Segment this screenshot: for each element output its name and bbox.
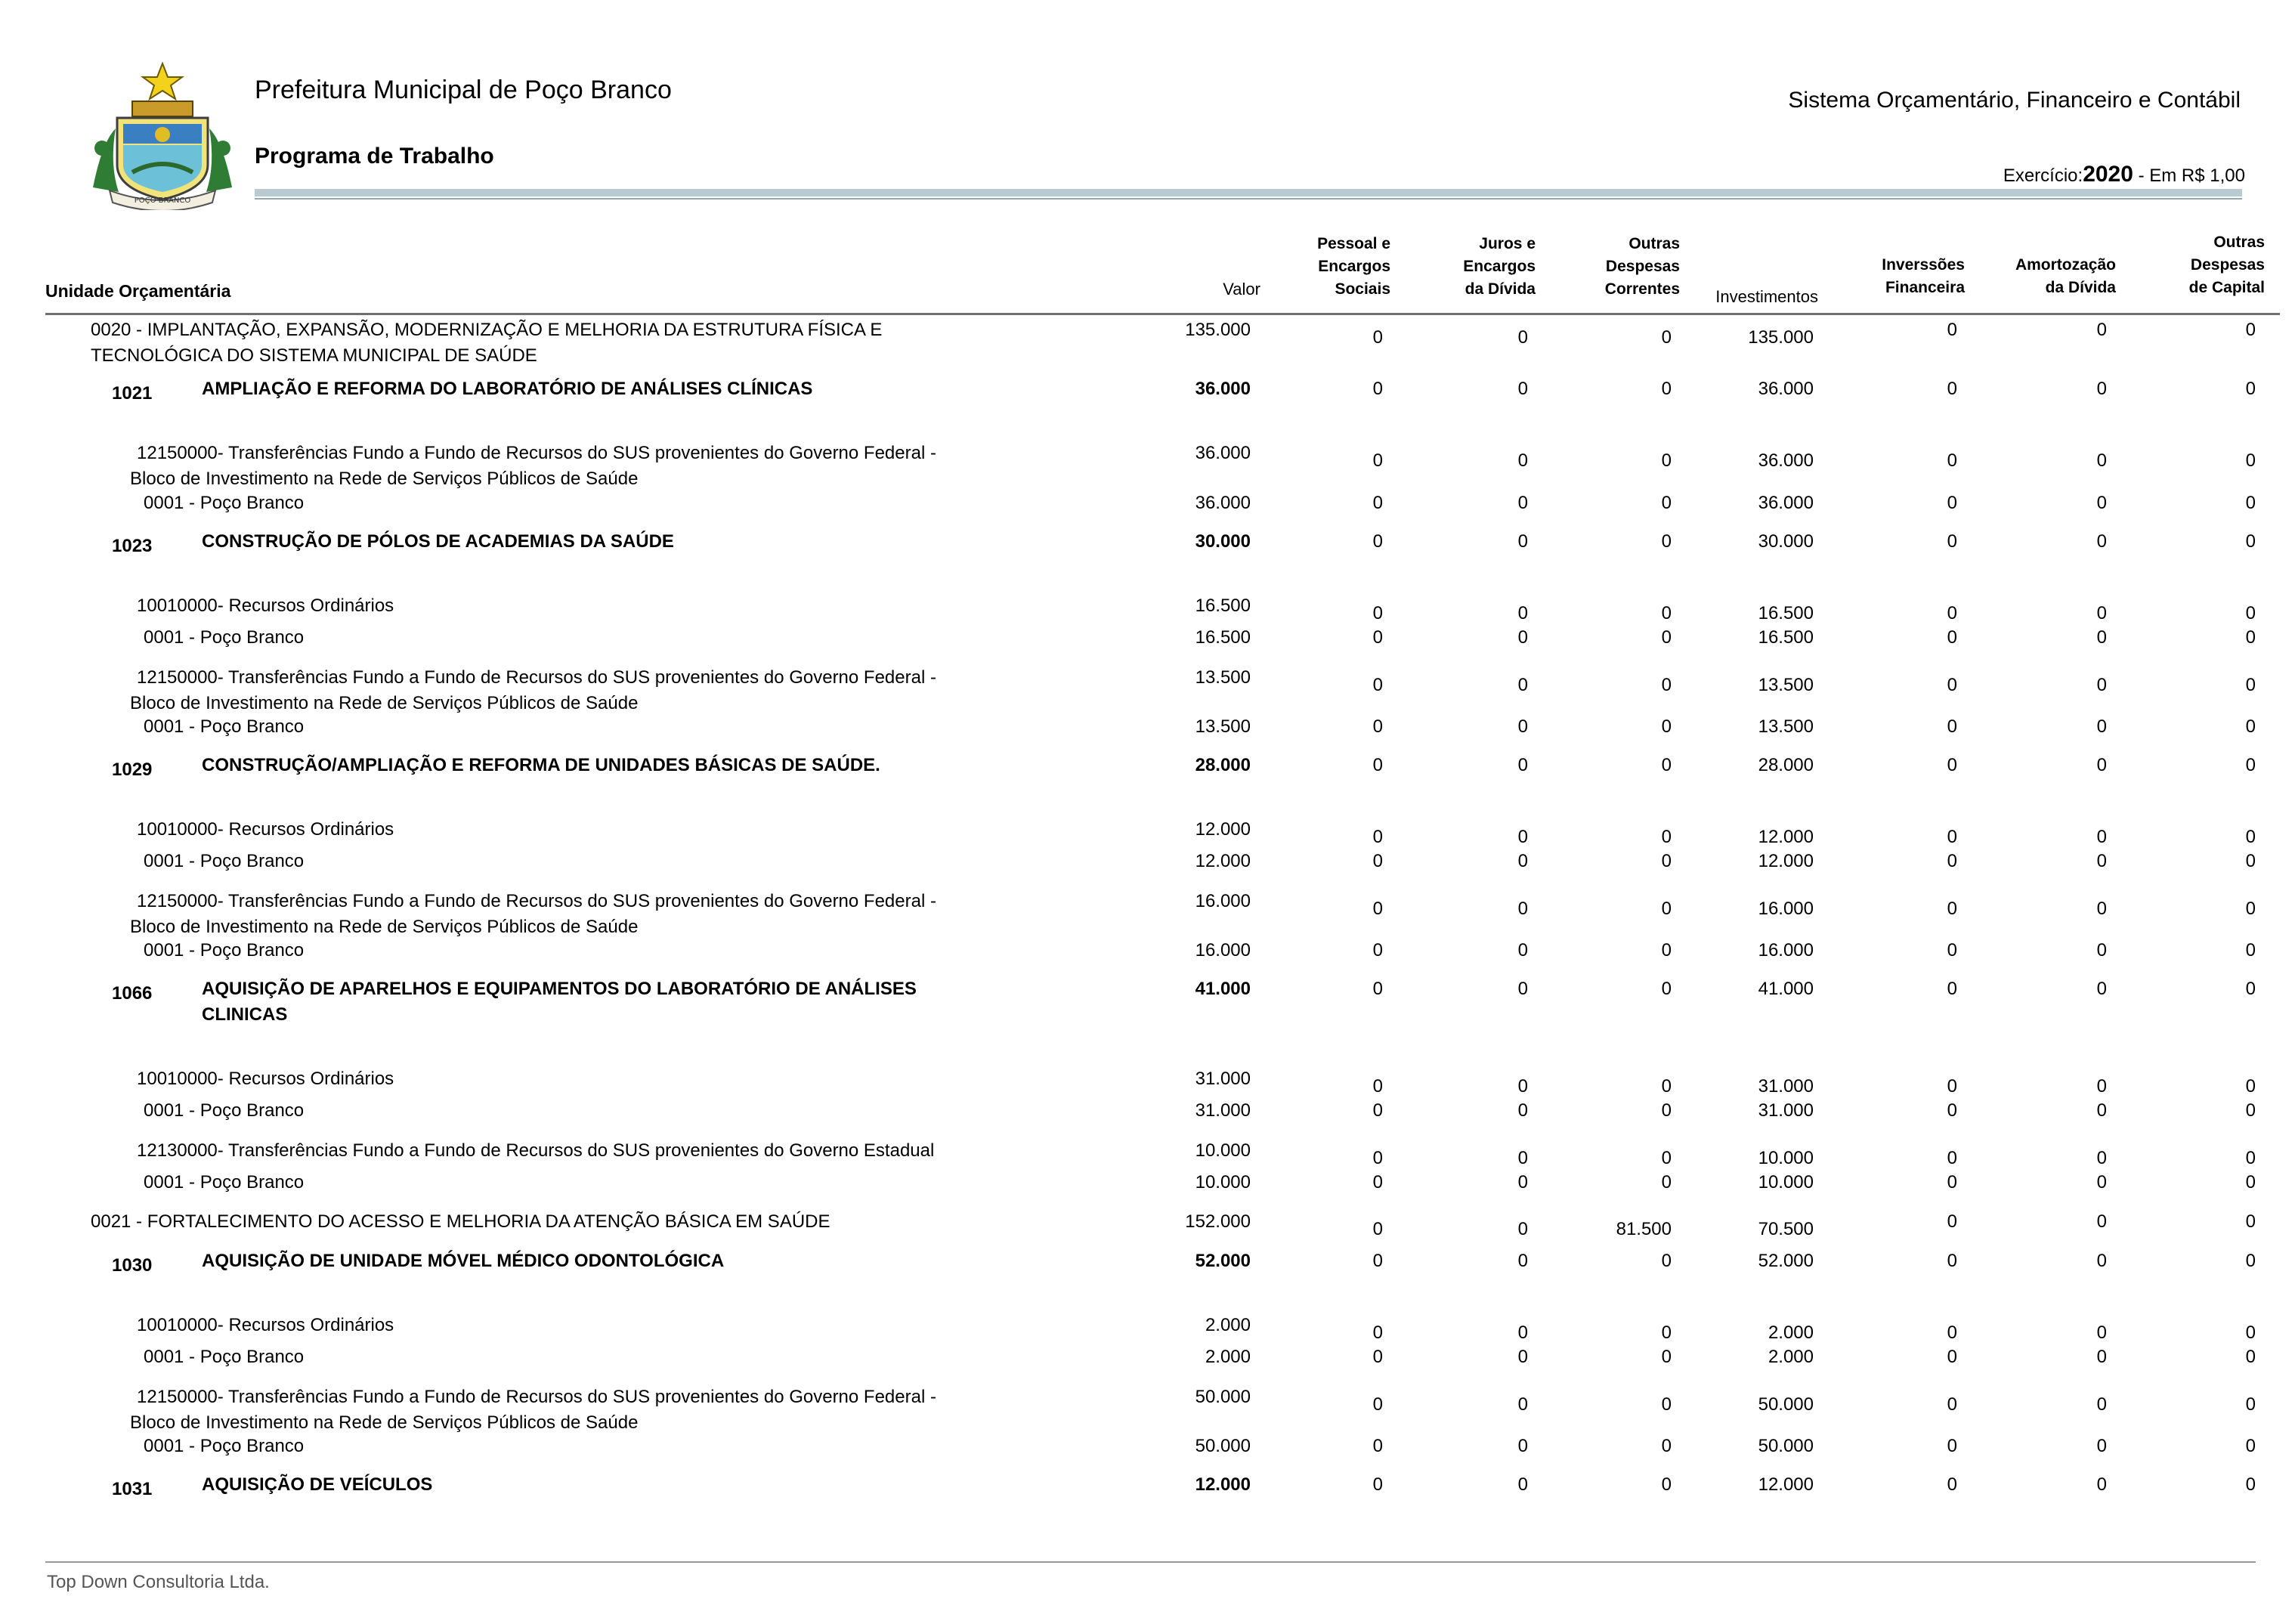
- cell-value: 0: [1517, 979, 1528, 999]
- cell-value: 0: [1372, 851, 1383, 871]
- cell-value: 0: [1947, 450, 1957, 471]
- cell-value: 13.500: [1195, 667, 1251, 688]
- cell-value: 31.000: [1758, 1100, 1814, 1121]
- cell-value: 0: [1661, 827, 1672, 847]
- cell-value: 0: [1661, 1172, 1672, 1192]
- cell-value: 0: [1372, 1076, 1383, 1097]
- resource-source-label: Bloco de Investimento na Rede de Serviços Públicos de Saúde: [130, 693, 639, 713]
- sub-unit-label: 0001 - Poço Branco: [144, 851, 305, 871]
- cell-value: 50.000: [1758, 1394, 1814, 1415]
- cell-value: 16.500: [1758, 627, 1814, 648]
- cell-value: 0: [1947, 1148, 1957, 1168]
- cell-value: 0: [2245, 1148, 2256, 1168]
- cell-value: 0: [2096, 899, 2107, 919]
- cell-value: 0: [2096, 940, 2107, 960]
- cell-value: 0: [2096, 1436, 2107, 1456]
- action-title: AQUISIÇÃO DE VEÍCULOS: [202, 1474, 433, 1495]
- cell-value: 0: [1947, 1172, 1957, 1192]
- cell-value: 0: [1661, 531, 1672, 552]
- cell-value: 0: [1372, 450, 1383, 471]
- cell-value: 0: [1947, 1211, 1957, 1232]
- col-header-amortizacao: Amortozação da Dívida: [2015, 256, 2116, 296]
- cell-value: 0: [2096, 1322, 2107, 1343]
- cell-value: 0: [2245, 379, 2256, 399]
- action-code: 1029: [112, 759, 153, 780]
- cell-value: 0: [1372, 716, 1383, 737]
- cell-value: 0: [2096, 531, 2107, 552]
- cell-value: 135.000: [1748, 327, 1814, 348]
- cell-value: 0: [1661, 1394, 1672, 1415]
- cell-value: 0: [2096, 379, 2107, 399]
- cell-value: 0: [1372, 603, 1383, 623]
- cell-value: 0: [1372, 1148, 1383, 1168]
- cell-value: 31.000: [1758, 1076, 1814, 1097]
- cell-value: 16.500: [1758, 603, 1814, 623]
- cell-value: 0: [1947, 1394, 1957, 1415]
- cell-value: 0: [1661, 1076, 1672, 1097]
- col-header-outras-capital: Outras Despesas de Capital: [2188, 234, 2265, 296]
- cell-value: 0: [1517, 851, 1528, 871]
- cell-value: 0: [1947, 493, 1957, 513]
- cell-value: 0: [1372, 1251, 1383, 1271]
- cell-value: 41.000: [1758, 979, 1814, 999]
- cell-value: 0: [2096, 603, 2107, 623]
- resource-source-label: 10010000- Recursos Ordinários: [137, 595, 394, 616]
- cell-value: 13.500: [1195, 716, 1251, 737]
- cell-value: 0: [2096, 827, 2107, 847]
- cell-value: 0: [2096, 755, 2107, 775]
- cell-value: 0: [1661, 716, 1672, 737]
- cell-value: 16.500: [1195, 627, 1251, 648]
- cell-value: 0: [1517, 827, 1528, 847]
- action-code: 1023: [112, 536, 153, 556]
- action-title: AMPLIAÇÃO E REFORMA DO LABORATÓRIO DE ANÁLISES CLÍNICAS: [202, 379, 813, 399]
- cell-value: 30.000: [1758, 531, 1814, 552]
- action-title: AQUISIÇÃO DE UNIDADE MÓVEL MÉDICO ODONTOLÓGICA: [202, 1251, 725, 1271]
- cell-value: 0: [2096, 320, 2107, 340]
- cell-value: 0: [1372, 627, 1383, 648]
- cell-value: 0: [1661, 1474, 1672, 1495]
- cell-value: 2.000: [1205, 1347, 1251, 1367]
- cell-value: 0: [2245, 1436, 2256, 1456]
- cell-value: 0: [1517, 716, 1528, 737]
- cell-value: 0: [1661, 450, 1672, 471]
- cell-value: 0: [1947, 1251, 1957, 1271]
- cell-value: 10.000: [1758, 1172, 1814, 1192]
- cell-value: 0: [1372, 1394, 1383, 1415]
- cell-value: 0: [1661, 899, 1672, 919]
- cell-value: 135.000: [1185, 320, 1251, 340]
- action-title: CONSTRUÇÃO DE PÓLOS DE ACADEMIAS DA SAÚDE: [202, 531, 674, 552]
- cell-value: 0: [2245, 755, 2256, 775]
- cell-value: 0: [1947, 1436, 1957, 1456]
- cell-value: 0: [1517, 603, 1528, 623]
- cell-value: 0: [2245, 716, 2256, 737]
- cell-value: 0: [1661, 675, 1672, 695]
- report-title: Programa de Trabalho: [255, 144, 494, 169]
- cell-value: 0: [1517, 327, 1528, 348]
- cell-value: 0: [1947, 827, 1957, 847]
- cell-value: 0: [1372, 531, 1383, 552]
- sub-unit-label: 0001 - Poço Branco: [144, 716, 305, 737]
- resource-source-label: 10010000- Recursos Ordinários: [137, 1315, 394, 1335]
- cell-value: 10.000: [1758, 1148, 1814, 1168]
- cell-value: 12.000: [1195, 1474, 1251, 1495]
- exercise-info: [2003, 162, 2245, 187]
- cell-value: 36.000: [1195, 443, 1251, 463]
- cell-value: 0: [2245, 979, 2256, 999]
- cell-value: 0: [2245, 1100, 2256, 1121]
- cell-value: 0: [2245, 827, 2256, 847]
- cell-value: 0: [1661, 1148, 1672, 1168]
- resource-source-label: Bloco de Investimento na Rede de Serviços Públicos de Saúde: [130, 469, 639, 489]
- cell-value: 0: [2096, 1100, 2107, 1121]
- cell-value: 41.000: [1195, 979, 1251, 999]
- cell-value: 0: [1517, 627, 1528, 648]
- cell-value: 0: [1661, 493, 1672, 513]
- cell-value: 0: [2245, 320, 2256, 340]
- cell-value: 0: [1947, 755, 1957, 775]
- cell-value: 0: [2096, 493, 2107, 513]
- resource-source-label: 12150000- Transferências Fundo a Fundo de Recursos do SUS provenientes do Governo Federal -: [137, 1387, 936, 1407]
- cell-value: 0: [2096, 979, 2107, 999]
- col-header-juros: Juros e Encargos da Dívida: [1463, 235, 1536, 298]
- cell-value: 0: [1517, 1474, 1528, 1495]
- cell-value: 81.500: [1616, 1219, 1672, 1239]
- action-code: 1031: [112, 1479, 153, 1499]
- cell-value: 0: [2245, 1474, 2256, 1495]
- cell-value: 0: [1661, 327, 1672, 348]
- cell-value: 31.000: [1195, 1100, 1251, 1121]
- cell-value: 70.500: [1758, 1219, 1814, 1239]
- cell-value: 0: [1517, 531, 1528, 552]
- cell-value: 50.000: [1758, 1436, 1814, 1456]
- cell-value: 2.000: [1768, 1347, 1814, 1367]
- cell-value: 52.000: [1195, 1251, 1251, 1271]
- cell-value: 0: [2245, 493, 2256, 513]
- cell-value: 0: [1947, 320, 1957, 340]
- cell-value: 52.000: [1758, 1251, 1814, 1271]
- sub-unit-label: 0001 - Poço Branco: [144, 1436, 305, 1456]
- resource-source-label: 12150000- Transferências Fundo a Fundo de Recursos do SUS provenientes do Governo Federal -: [137, 891, 936, 911]
- cell-value: 0: [2096, 1148, 2107, 1168]
- cell-value: 0: [1372, 1347, 1383, 1367]
- cell-value: 0: [1661, 627, 1672, 648]
- cell-value: 0: [1372, 979, 1383, 999]
- cell-value: 0: [2096, 450, 2107, 471]
- cell-value: 0: [2096, 1076, 2107, 1097]
- cell-value: 0: [1372, 1322, 1383, 1343]
- cell-value: 0: [1661, 979, 1672, 999]
- cell-value: 12.000: [1195, 851, 1251, 871]
- cell-value: 0: [2096, 627, 2107, 648]
- cell-value: 0: [1947, 603, 1957, 623]
- program-description: 0020 - IMPLANTAÇÃO, EXPANSÃO, MODERNIZAÇÃO E MELHORIA DA ESTRUTURA FÍSICA E: [91, 320, 883, 340]
- cell-value: 0: [1372, 755, 1383, 775]
- col-header-investimentos: Investimentos: [1715, 287, 1818, 306]
- cell-value: 10.000: [1195, 1140, 1251, 1161]
- cell-value: 0: [1947, 899, 1957, 919]
- cell-value: 0: [1947, 531, 1957, 552]
- cell-value: 0: [1372, 1436, 1383, 1456]
- cell-value: 36.000: [1758, 379, 1814, 399]
- cell-value: 0: [1661, 603, 1672, 623]
- cell-value: 0: [2245, 1211, 2256, 1232]
- cell-value: 0: [1661, 1436, 1672, 1456]
- cell-value: 0: [1947, 851, 1957, 871]
- sub-unit-label: 0001 - Poço Branco: [144, 1100, 305, 1121]
- cell-value: 152.000: [1185, 1211, 1251, 1232]
- cell-value: 0: [1517, 379, 1528, 399]
- cell-value: 12.000: [1758, 851, 1814, 871]
- cell-value: 0: [2245, 450, 2256, 471]
- cell-value: 0: [1661, 940, 1672, 960]
- cell-value: 0: [1372, 1219, 1383, 1239]
- cell-value: 0: [1372, 1172, 1383, 1192]
- header-divider-shadow: [255, 198, 2242, 200]
- cell-value: 16.000: [1758, 940, 1814, 960]
- cell-value: 0: [2096, 1251, 2107, 1271]
- system-name: Sistema Orçamentário, Financeiro e Contábil: [1788, 88, 2241, 113]
- cell-value: 0: [2096, 1347, 2107, 1367]
- sub-unit-label: 0001 - Poço Branco: [144, 627, 305, 648]
- cell-value: 0: [2096, 675, 2107, 695]
- cell-value: 0: [1372, 940, 1383, 960]
- table-header-rule: [45, 313, 2280, 315]
- sub-unit-label: 0001 - Poço Branco: [144, 1172, 305, 1192]
- cell-value: 13.500: [1758, 716, 1814, 737]
- cell-value: 0: [2245, 603, 2256, 623]
- action-code: 1021: [112, 383, 153, 404]
- exercise-label: Exercício:: [2003, 165, 2083, 186]
- resource-source-label: 10010000- Recursos Ordinários: [137, 819, 394, 840]
- action-code: 1066: [112, 983, 153, 1004]
- cell-value: 0: [1372, 1474, 1383, 1495]
- cell-value: 0: [2245, 531, 2256, 552]
- cell-value: 0: [1947, 979, 1957, 999]
- cell-value: 31.000: [1195, 1069, 1251, 1089]
- cell-value: 0: [1372, 899, 1383, 919]
- cell-value: 0: [1947, 379, 1957, 399]
- cell-value: 16.500: [1195, 595, 1251, 616]
- program-description: 0021 - FORTALECIMENTO DO ACESSO E MELHORIA DA ATENÇÃO BÁSICA EM SAÚDE: [91, 1211, 830, 1232]
- cell-value: 50.000: [1195, 1436, 1251, 1456]
- action-title: AQUISIÇÃO DE APARELHOS E EQUIPAMENTOS DO LABORATÓRIO DE ANÁLISES: [202, 979, 917, 999]
- col-header-outras-correntes: Outras Despesas Correntes: [1604, 235, 1680, 298]
- cell-value: 0: [2096, 1474, 2107, 1495]
- cell-value: 0: [1661, 379, 1672, 399]
- cell-value: 0: [2096, 1394, 2107, 1415]
- action-code: 1030: [112, 1255, 153, 1276]
- footer-divider: [45, 1561, 2256, 1563]
- cell-value: 0: [1372, 1100, 1383, 1121]
- cell-value: 0: [1947, 627, 1957, 648]
- cell-value: 0: [1947, 716, 1957, 737]
- cell-value: 0: [1517, 450, 1528, 471]
- col-header-pessoal: Pessoal e Encargos Sociais: [1317, 235, 1390, 298]
- cell-value: 36.000: [1758, 493, 1814, 513]
- cell-value: 0: [2245, 1394, 2256, 1415]
- cell-value: 0: [2096, 716, 2107, 737]
- cell-value: 0: [1661, 1322, 1672, 1343]
- action-title: CONSTRUÇÃO/AMPLIAÇÃO E REFORMA DE UNIDADES BÁSICAS DE SAÚDE.: [202, 755, 880, 775]
- cell-value: 0: [1517, 1172, 1528, 1192]
- cell-value: 0: [2245, 675, 2256, 695]
- cell-value: 0: [1517, 675, 1528, 695]
- action-title: CLINICAS: [202, 1004, 288, 1025]
- cell-value: 36.000: [1195, 379, 1251, 399]
- cell-value: 0: [1517, 1219, 1528, 1239]
- cell-value: 0: [2245, 1172, 2256, 1192]
- sub-unit-label: 0001 - Poço Branco: [144, 1347, 305, 1367]
- cell-value: 0: [2245, 1251, 2256, 1271]
- cell-value: 0: [1661, 1100, 1672, 1121]
- municipal-crest-logo: [79, 59, 246, 210]
- header-divider: [255, 189, 2242, 196]
- cell-value: 0: [1661, 755, 1672, 775]
- sub-unit-label: 0001 - Poço Branco: [144, 940, 305, 960]
- cell-value: 0: [2096, 851, 2107, 871]
- cell-value: 0: [1517, 755, 1528, 775]
- resource-source-label: 10010000- Recursos Ordinários: [137, 1069, 394, 1089]
- resource-source-label: 12150000- Transferências Fundo a Fundo de Recursos do SUS provenientes do Governo Federal -: [137, 667, 936, 688]
- cell-value: 0: [2245, 627, 2256, 648]
- cell-value: 0: [1517, 1394, 1528, 1415]
- cell-value: 0: [1372, 379, 1383, 399]
- cell-value: 13.500: [1758, 675, 1814, 695]
- cell-value: 50.000: [1195, 1387, 1251, 1407]
- cell-value: 0: [1517, 1100, 1528, 1121]
- cell-value: 0: [2245, 1322, 2256, 1343]
- cell-value: 0: [1947, 1322, 1957, 1343]
- resource-source-label: Bloco de Investimento na Rede de Serviços Públicos de Saúde: [130, 917, 639, 937]
- cell-value: 12.000: [1758, 827, 1814, 847]
- cell-value: 0: [2245, 899, 2256, 919]
- cell-value: 30.000: [1195, 531, 1251, 552]
- exercise-year: 2020: [2083, 162, 2133, 187]
- cell-value: 0: [2245, 940, 2256, 960]
- cell-value: 0: [1372, 675, 1383, 695]
- col-header-unit: Unidade Orçamentária: [45, 281, 231, 301]
- col-header-inversoes: Inverssões Financeira: [1882, 256, 1965, 296]
- cell-value: 0: [1661, 851, 1672, 871]
- cell-value: 0: [1517, 493, 1528, 513]
- cell-value: 0: [1947, 1347, 1957, 1367]
- currency-note: - Em R$ 1,00: [2133, 165, 2245, 186]
- cell-value: 0: [2245, 851, 2256, 871]
- col-header-valor: Valor: [1223, 280, 1260, 299]
- cell-value: 36.000: [1195, 493, 1251, 513]
- cell-value: 36.000: [1758, 450, 1814, 471]
- resource-source-label: 12150000- Transferências Fundo a Fundo de Recursos do SUS provenientes do Governo Federal -: [137, 443, 936, 463]
- cell-value: 0: [1661, 1347, 1672, 1367]
- cell-value: 12.000: [1195, 819, 1251, 840]
- cell-value: 0: [1517, 1076, 1528, 1097]
- resource-source-label: Bloco de Investimento na Rede de Serviços Públicos de Saúde: [130, 1412, 639, 1433]
- cell-value: 0: [1372, 493, 1383, 513]
- cell-value: 10.000: [1195, 1172, 1251, 1192]
- cell-value: 0: [1517, 1148, 1528, 1168]
- cell-value: 0: [1517, 1251, 1528, 1271]
- cell-value: 0: [1947, 1100, 1957, 1121]
- cell-value: 0: [1947, 1474, 1957, 1495]
- program-description: TECNOLÓGICA DO SISTEMA MUNICIPAL DE SAÚDE: [91, 345, 537, 366]
- sub-unit-label: 0001 - Poço Branco: [144, 493, 305, 513]
- cell-value: 28.000: [1758, 755, 1814, 775]
- cell-value: 0: [1661, 1251, 1672, 1271]
- resource-source-label: 12130000- Transferências Fundo a Fundo de Recursos do SUS provenientes do Governo Estadual: [137, 1140, 935, 1161]
- cell-value: 12.000: [1758, 1474, 1814, 1495]
- cell-value: 28.000: [1195, 755, 1251, 775]
- cell-value: 0: [1517, 1322, 1528, 1343]
- footer-company: Top Down Consultoria Ltda.: [47, 1572, 270, 1592]
- cell-value: 0: [1517, 1347, 1528, 1367]
- cell-value: 2.000: [1768, 1322, 1814, 1343]
- crest-banner-text: POÇO BRANCO: [134, 196, 191, 205]
- cell-value: 16.000: [1195, 940, 1251, 960]
- cell-value: 0: [1947, 675, 1957, 695]
- cell-value: 0: [1517, 940, 1528, 960]
- cell-value: 0: [2096, 1172, 2107, 1192]
- cell-value: 0: [1372, 827, 1383, 847]
- cell-value: 0: [1372, 327, 1383, 348]
- cell-value: 0: [2245, 1347, 2256, 1367]
- organization-name: Prefeitura Municipal de Poço Branco: [255, 76, 672, 104]
- cell-value: 0: [1517, 899, 1528, 919]
- cell-value: 16.000: [1195, 891, 1251, 911]
- cell-value: 0: [1947, 940, 1957, 960]
- cell-value: 0: [2245, 1076, 2256, 1097]
- cell-value: 0: [2096, 1211, 2107, 1232]
- cell-value: 2.000: [1205, 1315, 1251, 1335]
- cell-value: 16.000: [1758, 899, 1814, 919]
- cell-value: 0: [1947, 1076, 1957, 1097]
- cell-value: 0: [1517, 1436, 1528, 1456]
